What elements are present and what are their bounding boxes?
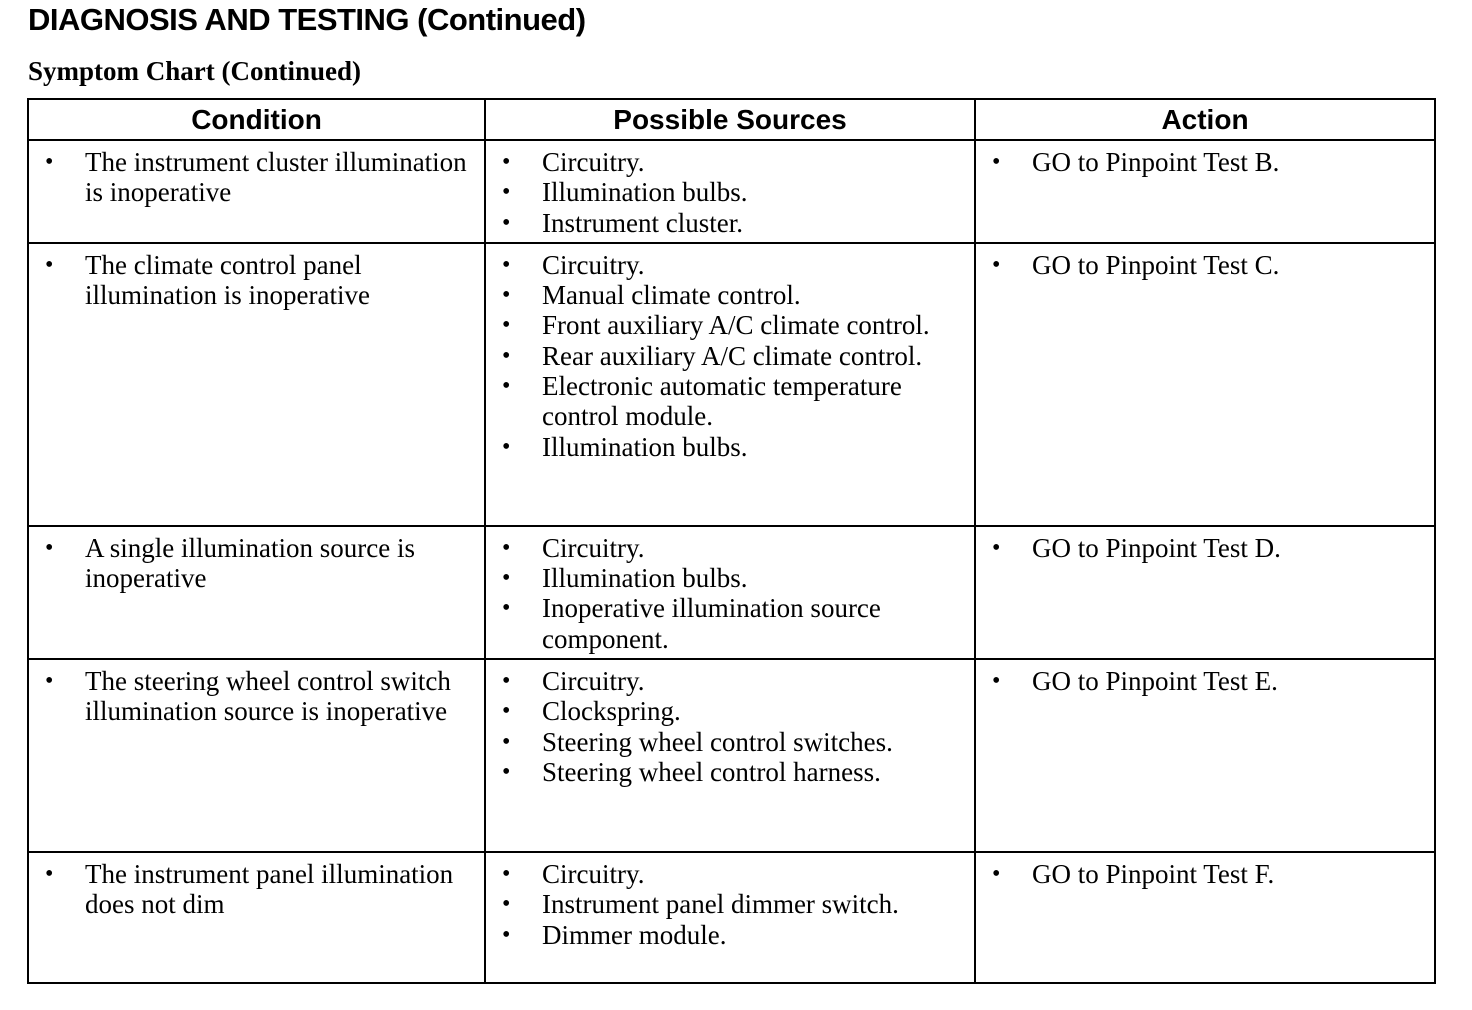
source-item: • Instrument panel dimmer switch. <box>498 889 964 919</box>
source-item: • Instrument cluster. <box>498 208 964 238</box>
column-header-possible-sources: Possible Sources <box>485 99 975 140</box>
sources-cell <box>485 140 975 243</box>
source-item: • Manual climate control. <box>498 280 964 310</box>
action-text: • GO to Pinpoint Test C. <box>988 250 1424 280</box>
source-item: • Rear auxiliary A/C climate control. <box>498 341 964 371</box>
source-item: • Clockspring. <box>498 696 964 726</box>
source-item: • Electronic automatic temperature control module. <box>498 371 964 432</box>
condition-cell <box>28 659 485 852</box>
table-row <box>28 852 1435 983</box>
table-row <box>28 659 1435 852</box>
table-row <box>28 243 1435 526</box>
sources-cell <box>485 243 975 526</box>
sources-cell <box>485 659 975 852</box>
source-item: • Illumination bulbs. <box>498 432 964 462</box>
source-item: • Front auxiliary A/C climate control. <box>498 310 964 340</box>
table-row <box>28 526 1435 659</box>
action-text: • GO to Pinpoint Test E. <box>988 666 1424 696</box>
table-header-row <box>28 99 1435 140</box>
action-cell <box>975 659 1435 852</box>
symptom-chart-table <box>27 98 1436 984</box>
condition-text: • The climate control panel illumination is inoperative <box>41 250 474 311</box>
source-item: • Steering wheel control harness. <box>498 757 964 787</box>
column-header-action: Action <box>975 99 1435 140</box>
section-title: Symptom Chart (Continued) <box>28 56 362 86</box>
column-header-condition: Condition <box>28 99 485 140</box>
source-item: • Circuitry. <box>498 533 964 563</box>
table-row <box>28 140 1435 243</box>
condition-text: • The instrument panel illumination does not dim <box>41 859 474 920</box>
source-item: • Illumination bulbs. <box>498 563 964 593</box>
condition-cell <box>28 243 485 526</box>
sources-cell <box>485 852 975 983</box>
condition-text: • The instrument cluster illumination is inoperative <box>41 147 474 208</box>
source-item: • Steering wheel control switches. <box>498 727 964 757</box>
action-text: • GO to Pinpoint Test D. <box>988 533 1424 563</box>
condition-cell <box>28 852 485 983</box>
source-item: • Circuitry. <box>498 250 964 280</box>
source-item: • Illumination bulbs. <box>498 177 964 207</box>
condition-cell <box>28 140 485 243</box>
action-cell <box>975 140 1435 243</box>
action-text: • GO to Pinpoint Test F. <box>988 859 1424 889</box>
action-cell <box>975 243 1435 526</box>
source-item: • Dimmer module. <box>498 920 964 950</box>
action-cell <box>975 526 1435 659</box>
action-cell <box>975 852 1435 983</box>
condition-cell <box>28 526 485 659</box>
condition-text: • The steering wheel control switch illumination source is inoperative <box>41 666 474 727</box>
source-item: • Circuitry. <box>498 859 964 889</box>
sources-cell <box>485 526 975 659</box>
condition-text: • A single illumination source is inoperative <box>41 533 474 594</box>
source-item: • Inoperative illumination source component. <box>498 593 964 654</box>
action-text: • GO to Pinpoint Test B. <box>988 147 1424 177</box>
source-item: • Circuitry. <box>498 147 964 177</box>
page-title: DIAGNOSIS AND TESTING (Continued) <box>28 2 586 37</box>
source-item: • Circuitry. <box>498 666 964 696</box>
